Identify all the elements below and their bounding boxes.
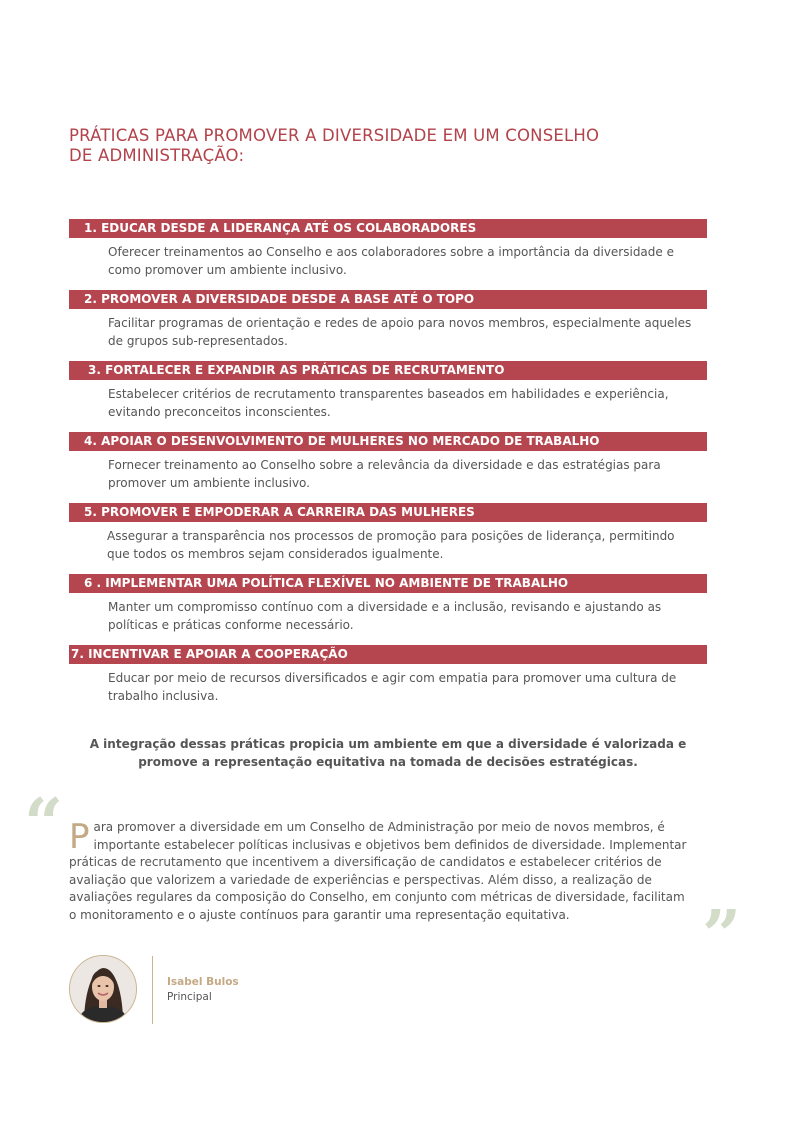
practice-heading: 7. INCENTIVAR E APOIAR A COOPERAÇÃO bbox=[69, 645, 707, 664]
page-title-line-1: PRÁTICAS PARA PROMOVER A DIVERSIDADE EM UM CONSELHO bbox=[69, 126, 600, 145]
practice-item-5 bbox=[69, 503, 707, 563]
practice-description: Oferecer treinamentos ao Conselho e aos colaboradores sobre a importância da diversidade e como promover um ambiente inclusivo. bbox=[108, 245, 674, 277]
close-quote-icon: ” bbox=[702, 896, 742, 976]
quote-dropcap: P bbox=[69, 817, 90, 857]
avatar-portrait bbox=[70, 956, 136, 1022]
avatar bbox=[69, 955, 137, 1023]
conclusion-text: A integração dessas práticas propicia um ambiente em que a diversidade é valorizada e promove a representação equitativa na tomada de decisões estratégicas. bbox=[89, 737, 687, 769]
author-name: Isabel Bulos bbox=[167, 976, 239, 988]
page-title-line-2: DE ADMINISTRAÇÃO: bbox=[69, 146, 245, 165]
author-role: Principal bbox=[167, 991, 212, 1003]
open-quote-icon: “ bbox=[24, 784, 64, 864]
practice-description: Assegurar a transparência nos processos de promoção para posições de liderança, permitindo que todos os membros sejam considerados igualmente. bbox=[107, 529, 675, 561]
practice-item-7 bbox=[69, 645, 707, 705]
author-divider bbox=[152, 956, 153, 1024]
page-title bbox=[69, 126, 709, 166]
practice-item-6 bbox=[69, 574, 707, 634]
practice-heading: 2. PROMOVER A DIVERSIDADE DESDE A BASE ATÉ O TOPO bbox=[69, 290, 707, 309]
practice-description: Manter um compromisso contínuo com a diversidade e a inclusão, revisando e ajustando as políticas e práticas conforme necessário. bbox=[108, 600, 662, 632]
quote-body bbox=[69, 819, 693, 925]
practice-item-2 bbox=[69, 290, 707, 350]
practice-heading: 6 . IMPLEMENTAR UMA POLÍTICA FLEXÍVEL NO AMBIENTE DE TRABALHO bbox=[69, 574, 707, 593]
practice-description: Estabelecer critérios de recrutamento transparentes baseados em habilidades e experiência, evitando preconceitos inconscientes. bbox=[108, 387, 669, 419]
practice-heading: 1. EDUCAR DESDE A LIDERANÇA ATÉ OS COLABORADORES bbox=[69, 219, 707, 238]
practice-item-1 bbox=[69, 219, 707, 279]
quote-text: ara promover a diversidade em um Conselho de Administração por meio de novos membros, é importante estabelecer políticas inclusivas e objetivos bem definidos de diversidade. Implementar práticas de recrutamento que incentivem a diversificação de candidatos e estabelecer critérios de avaliação que valorizem a variedade de experiências e perspectivas. Além disso, a realização de avaliações regulares da composição do Conselho, em conjunto com métricas de diversidade, facilitam o monitoramento e o ajuste contínuos para garantir uma representação equitativa. bbox=[69, 820, 687, 922]
practice-description: Fornecer treinamento ao Conselho sobre a relevância da diversidade e das estratégias para promover um ambiente inclusivo. bbox=[108, 458, 661, 490]
practice-description: Educar por meio de recursos diversificados e agir com empatia para promover uma cultura de trabalho inclusiva. bbox=[108, 671, 677, 703]
practice-heading: 3. FORTALECER E EXPANDIR AS PRÁTICAS DE RECRUTAMENTO bbox=[69, 361, 707, 380]
practice-item-3 bbox=[69, 361, 707, 421]
practice-heading: 4. APOIAR O DESENVOLVIMENTO DE MULHERES NO MERCADO DE TRABALHO bbox=[69, 432, 707, 451]
practice-description: Facilitar programas de orientação e redes de apoio para novos membros, especialmente aqueles de grupos sub-representados. bbox=[108, 316, 692, 348]
practice-item-4 bbox=[69, 432, 707, 492]
practice-heading: 5. PROMOVER E EMPODERAR A CARREIRA DAS MULHERES bbox=[69, 503, 707, 522]
